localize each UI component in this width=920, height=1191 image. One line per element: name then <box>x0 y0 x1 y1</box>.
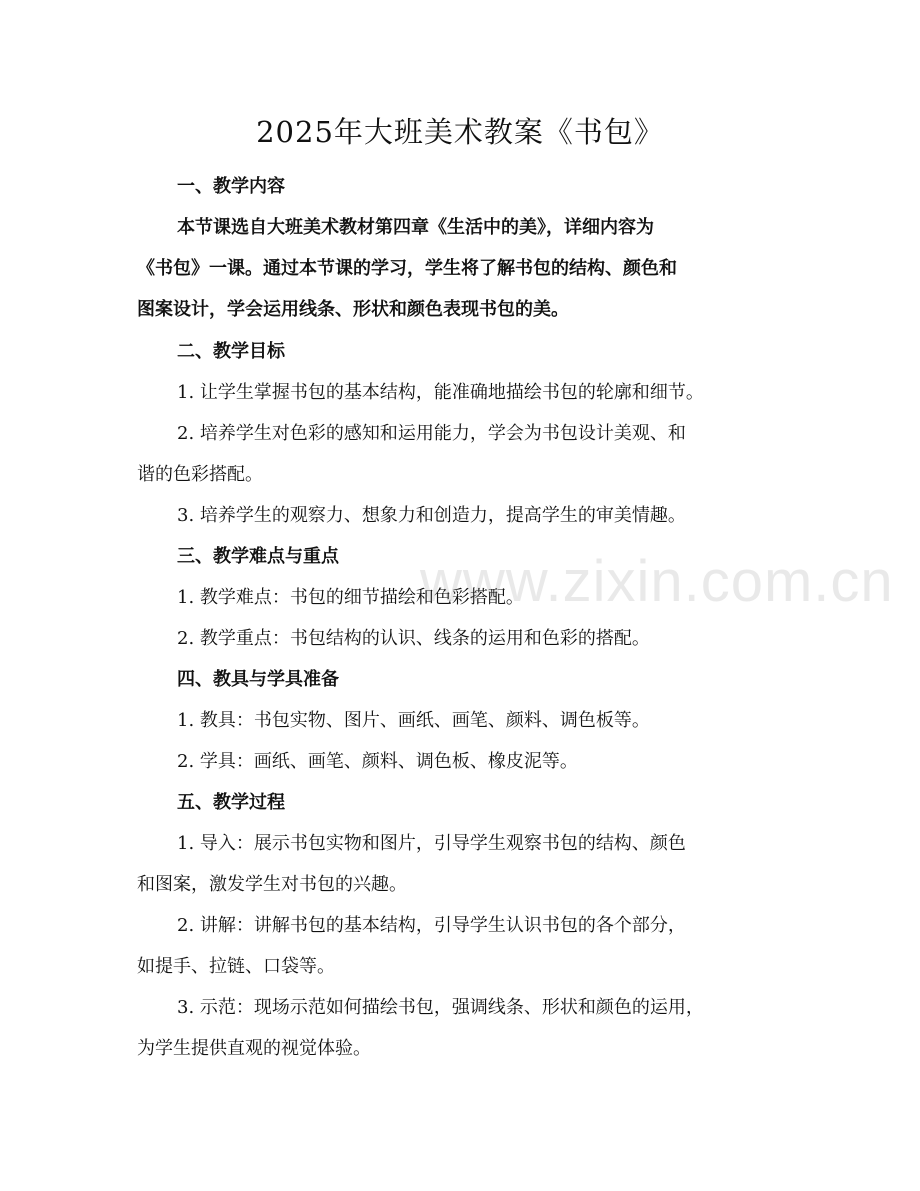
list-item: 2. 培养学生对色彩的感知和运用能力，学会为书包设计美观、和 <box>177 423 686 444</box>
list-item: 2. 教学重点：书包结构的认识、线条的运用和色彩的搭配。 <box>177 628 650 649</box>
document-title: 2025年大班美术教案《书包》 <box>256 115 664 149</box>
list-item: 1. 教具：书包实物、图片、画纸、画笔、颜料、调色板等。 <box>177 710 650 731</box>
section-heading-difficulties: 三、教学难点与重点 <box>177 546 339 567</box>
section-heading-materials: 四、教具与学具准备 <box>177 669 339 690</box>
list-item: 1. 导入：展示书包实物和图片，引导学生观察书包的结构、颜色 <box>177 833 686 854</box>
section-heading-content: 一、教学内容 <box>177 176 285 197</box>
section-heading-process: 五、教学过程 <box>177 792 285 813</box>
paragraph-line: 图案设计，学会运用线条、形状和颜色表现书包的美。 <box>137 299 569 320</box>
watermark-text: www.zixin.com.cn <box>420 549 894 614</box>
section-heading-objectives: 二、教学目标 <box>177 341 285 362</box>
list-item: 1. 让学生掌握书包的基本结构，能准确地描绘书包的轮廓和细节。 <box>177 382 704 403</box>
list-item-continuation: 为学生提供直观的视觉体验。 <box>137 1038 371 1059</box>
list-item-continuation: 谐的色彩搭配。 <box>137 464 263 485</box>
list-item-continuation: 如提手、拉链、口袋等。 <box>137 956 335 977</box>
list-item: 2. 讲解：讲解书包的基本结构，引导学生认识书包的各个部分， <box>177 915 686 936</box>
paragraph-line: 《书包》一课。通过本节课的学习，学生将了解书包的结构、颜色和 <box>137 258 677 279</box>
list-item: 2. 学具：画纸、画笔、颜料、调色板、橡皮泥等。 <box>177 751 578 772</box>
paragraph-line: 本节课选自大班美术教材第四章《生活中的美》，详细内容为 <box>177 217 654 238</box>
list-item-continuation: 和图案，激发学生对书包的兴趣。 <box>137 874 407 895</box>
list-item: 3. 示范：现场示范如何描绘书包，强调线条、形状和颜色的运用， <box>177 997 704 1018</box>
list-item: 1. 教学难点：书包的细节描绘和色彩搭配。 <box>177 587 524 608</box>
list-item: 3. 培养学生的观察力、想象力和创造力，提高学生的审美情趣。 <box>177 505 686 526</box>
